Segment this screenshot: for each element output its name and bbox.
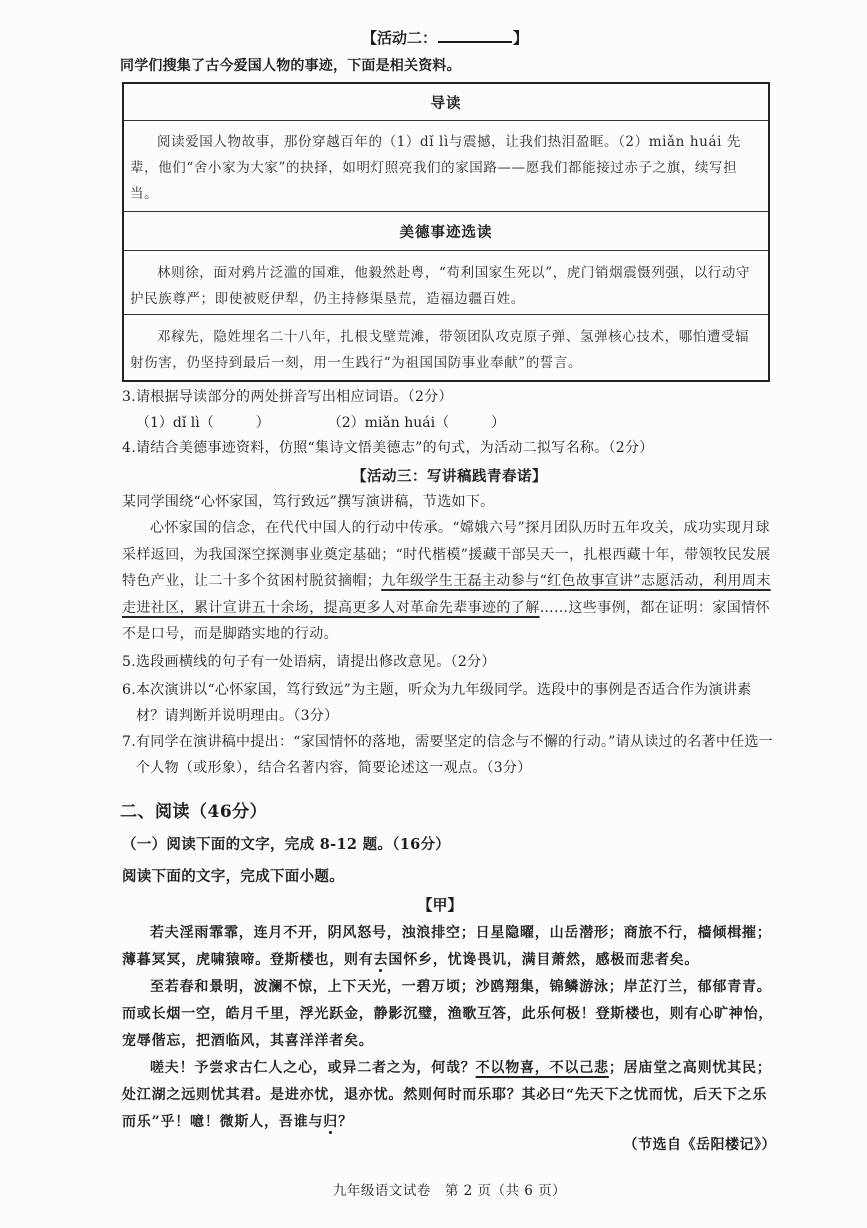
question-3-blank-2: （2）miǎn huái（ ） <box>327 415 506 431</box>
emphasized-character: 归 <box>323 1114 339 1130</box>
emphasized-character: 去 <box>373 952 389 968</box>
question-3-blank-1: （1）dǐ lì（ ） <box>136 415 270 431</box>
question-5: 5.选段画横线的句子有一处语病，请提出修改意见。（2分） <box>122 654 496 670</box>
virtue-item-deng-jiaxian: 邓稼先，隐姓埋名二十八年，扎根戈壁荒滩，带领团队攻克原子弹、氢弹核心技术，哪怕遭受辐射伤害，仍坚持到最后一刻，用一生践行“为祖国国防事业奉献”的誓言。 <box>130 329 750 371</box>
speech-text-part1: 心怀家国的信念，在代代中国人的行动中传承。“嫦娥六号”探月团队历时五年攻关，成功实现月球采样返回，为我国深空探测事业奠定基础；“时代楷模”援藏干部吴天一，扎根西藏十年，带领牧民发展特色产业，让二十多个贫困村脱贫摘帽； <box>122 520 771 589</box>
speech-text-part2: ……这些事例，都在证明：家国情怀不是口号，而是脚踏实地的行动。 <box>122 599 771 642</box>
passage-source: （节选自《岳阳楼记》） <box>623 1137 776 1153</box>
activity2-title-close: 】 <box>513 29 529 47</box>
guide-heading: 导读 <box>124 84 768 121</box>
paragraph-text: ；居庙堂之高则忧其民；处江湖之远则忧其君。是进亦忧，退亦忧。然则何时而乐耶？其必曰“先天下之忧而忧，后天下之乐而乐”乎！噫！微斯人，吾谁与 <box>122 1060 772 1130</box>
passage-jia-label: 【甲】 <box>417 896 463 914</box>
activity2-intro: 同学们搜集了古今爱国人物的事迹，下面是相关资料。 <box>120 58 461 74</box>
virtue-item-lin-zexu: 林则徐，面对鸦片泛滥的国难，他毅然赴粤，“苟利国家生死以”，虎门销烟震慑列强，以行动守护民族尊严；即使被贬伊犁，仍主持修渠垦荒，造福边疆百姓。 <box>124 251 768 315</box>
activity2-name-blank <box>438 27 512 43</box>
activity3-intro: 某同学围绕“心怀家国，笃行致远”撰写演讲稿，节选如下。 <box>122 494 495 510</box>
paragraph-text: ？ <box>338 1114 353 1130</box>
paragraph-text: 国怀乡，忧谗畏讥，满目萧然，感极而悲者矣。 <box>388 952 700 968</box>
activity2-title-open: 【活动二： <box>362 29 438 47</box>
underlined-phrase: 不以物喜，不以己悲 <box>475 1060 609 1076</box>
activity2-title <box>362 27 528 49</box>
paragraph-text: 若夫淫雨霏霏，连月不开，阴风怒号，浊浪排空；日星隐曜，山岳潜形；商旅不行，樯倾楫摧；薄暮冥冥，虎啸猿啼。登斯楼也，则有 <box>122 925 772 968</box>
question-3-answer-blanks <box>136 412 505 434</box>
question-4: 4.请结合美德事迹资料，仿照“集诗文悟美德志”的句式，为活动二拟写名称。（2分） <box>122 440 654 456</box>
virtue-heading: 美德事迹选读 <box>124 211 768 251</box>
materials-box <box>122 82 770 382</box>
activity3-title: 【活动三：写讲稿践青春诺】 <box>352 468 547 485</box>
paragraph-text: 嗟夫！予尝求古仁人之心，或异二者之为，何哉？ <box>150 1060 476 1076</box>
passage-jia-paragraph-2: 至若春和景明，波澜不惊，上下天光，一碧万顷；沙鸥翔集，锦鳞游泳；岸芷汀兰，郁郁青青。而或长烟一空，皓月千里，浮光跃金，静影沉璧，渔歌互答，此乐何极！登斯楼也，则有心旷神怡，宠辱偕忘，把酒临风，其喜洋洋者矣。 <box>122 979 774 1049</box>
speech-underlined-sentence: 九年级学生王磊主动参与“红色故事宣讲”志愿活动，利用周末走进社区，累计宣讲五十余场，提高更多人对革命先辈事迹的了解 <box>122 573 771 616</box>
speech-excerpt <box>122 515 778 648</box>
question-7: 7.有同学在演讲稿中提出：“家国情怀的落地，需要坚定的信念与不懈的行动。”请从读过的名著中任选一个人物（或形象），结合名著内容，简要论述这一观点。（3分） <box>122 734 774 776</box>
question-3: 3.请根据导读部分的两处拼音写出相应词语。（2分） <box>122 389 453 405</box>
passage-jia <box>122 920 782 1136</box>
reading-section-title: 二、阅读（46分） <box>120 802 268 822</box>
reading-instruction: 阅读下面的文字，完成下面小题。 <box>122 868 344 885</box>
question-6: 6.本次演讲以“心怀家国，笃行致远”为主题，听众为九年级同学。选段中的事例是否适合作为演讲素材？请判断并说明理由。（3分） <box>122 682 752 724</box>
passage-jia-paragraph-1 <box>122 920 782 974</box>
reading-part1-title: （一）阅读下面的文字，完成 8-12 题。（16分） <box>122 836 451 853</box>
page-footer: 九年级语文试卷 第 2 页（共 6 页） <box>332 1183 567 1199</box>
passage-jia-paragraph-3 <box>122 1055 782 1136</box>
guide-text: 阅读爱国人物故事，那份穿越百年的（1）dǐ lì与震撼，让我们热泪盈眶。（2）miǎn huái 先辈，他们“舍小家为大家”的抉择，如明灯照亮我们的家国路——愿我们都能接过赤子之旗，续写担当。 <box>130 134 742 202</box>
